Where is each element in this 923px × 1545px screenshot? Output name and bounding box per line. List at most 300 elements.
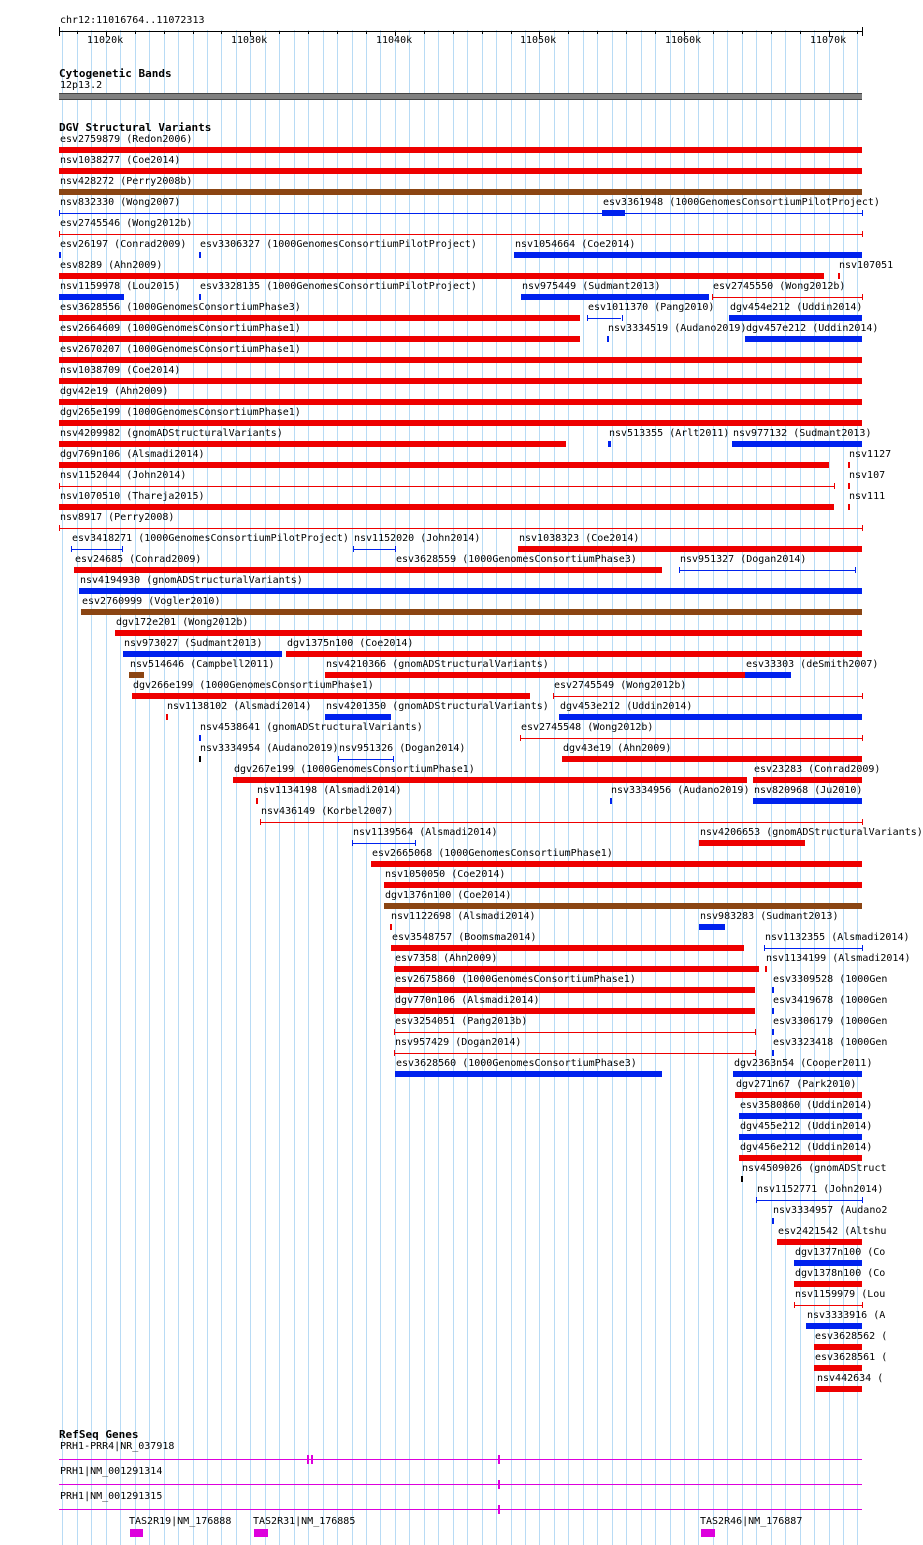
variant-label[interactable]: nsv1122698 (Alsmadi2014) xyxy=(391,911,536,922)
variant-label[interactable]: esv23283 (Conrad2009) xyxy=(754,764,881,775)
variant-bar[interactable] xyxy=(733,1071,862,1077)
variant-bar[interactable] xyxy=(816,1386,862,1392)
variant-label[interactable]: esv8289 (Ahn2009) xyxy=(60,260,163,271)
variant-bar[interactable] xyxy=(735,1092,862,1098)
variant-bar[interactable] xyxy=(325,714,391,720)
variant-span-line[interactable] xyxy=(59,234,862,235)
variant-label[interactable]: nsv1138102 (Alsmadi2014) xyxy=(167,701,312,712)
variant-label[interactable]: nsv3334957 (Audano2 xyxy=(773,1205,888,1216)
variant-bar[interactable] xyxy=(745,336,862,342)
variant-label[interactable]: nsv1134198 (Alsmadi2014) xyxy=(257,785,402,796)
variant-label[interactable]: dgv455e212 (Uddin2014) xyxy=(740,1121,873,1132)
variant-label[interactable]: esv3419678 (1000Gen xyxy=(773,995,888,1006)
variant-label[interactable]: dgv1377n100 (Co xyxy=(795,1247,886,1258)
ruler-minor-tick xyxy=(713,31,714,34)
variant-label[interactable]: esv3361948 (1000GenomesConsortiumPilotProject) xyxy=(603,197,880,208)
variant-tick[interactable] xyxy=(741,1176,743,1182)
ruler-minor-tick xyxy=(221,31,222,34)
variant-endpoint xyxy=(122,546,123,552)
variant-label[interactable]: esv3323418 (1000Gen xyxy=(773,1037,888,1048)
variant-span-line[interactable] xyxy=(59,486,834,487)
variant-label[interactable]: esv2665068 (1000GenomesConsortiumPhase1) xyxy=(372,848,613,859)
variant-endpoint xyxy=(862,1302,863,1308)
variant-bar[interactable] xyxy=(732,441,862,447)
variant-label[interactable]: nsv1038277 (Coe2014) xyxy=(60,155,181,166)
variant-bar[interactable] xyxy=(59,189,862,195)
variant-bar[interactable] xyxy=(286,651,862,657)
variant-label[interactable]: esv2760999 (Vogler2010) xyxy=(82,596,221,607)
variant-bar[interactable] xyxy=(79,588,862,594)
variant-span-line[interactable] xyxy=(520,738,862,739)
variant-bar[interactable] xyxy=(521,294,709,300)
ruler-minor-tick xyxy=(655,31,656,34)
variant-endpoint xyxy=(59,210,60,216)
ruler-tick-label: 11030k xyxy=(231,35,268,46)
variant-label[interactable]: esv3309528 (1000Gen xyxy=(773,974,888,985)
variant-label[interactable]: esv7358 (Ahn2009) xyxy=(395,953,498,964)
transcript-exon[interactable] xyxy=(498,1455,500,1464)
variant-bar[interactable] xyxy=(395,1071,662,1077)
variant-span-line[interactable] xyxy=(394,1053,755,1054)
ruler-minor-tick xyxy=(193,31,194,34)
variant-span-line[interactable] xyxy=(353,549,395,550)
variant-bar[interactable] xyxy=(233,777,747,783)
variant-label[interactable]: nsv513355 (Arlt2011) xyxy=(609,428,730,439)
gridline xyxy=(453,30,454,1545)
gridline xyxy=(424,30,425,1545)
variant-label[interactable]: nsv983283 (Sudmant2013) xyxy=(700,911,839,922)
variant-label[interactable]: esv3628560 (1000GenomesConsortiumPhase3) xyxy=(396,1058,637,1069)
variant-label[interactable]: nsv4209982 (gnomADStructuralVariants) xyxy=(60,428,283,439)
variant-label[interactable]: nsv4509026 (gnomADStruct xyxy=(742,1163,887,1174)
variant-endpoint xyxy=(553,693,554,699)
locus-label: chr12:11016764..11072313 xyxy=(60,15,205,26)
ruler-left-arrow xyxy=(59,27,60,36)
variant-tick[interactable] xyxy=(256,798,258,804)
gene-block[interactable] xyxy=(130,1529,143,1537)
ruler-minor-tick xyxy=(164,31,165,34)
variant-tick[interactable] xyxy=(199,735,201,741)
variant-tick[interactable] xyxy=(848,504,850,510)
variant-bar[interactable] xyxy=(777,1239,862,1245)
cytoband-label: 12p13.2 xyxy=(60,80,103,91)
variant-bar[interactable] xyxy=(81,609,862,615)
ruler-tick-label: 11070k xyxy=(810,35,847,46)
variant-bar[interactable] xyxy=(74,567,395,573)
transcript-intron-line[interactable] xyxy=(59,1459,862,1460)
ruler-tick-label: 11060k xyxy=(665,35,702,46)
variant-bar[interactable] xyxy=(59,441,566,447)
variant-label[interactable]: nsv1038709 (Coe2014) xyxy=(60,365,181,376)
ruler-tick-label: 11020k xyxy=(87,35,124,46)
gene-label[interactable]: TAS2R31|NM_176885 xyxy=(253,1516,356,1527)
variant-bar[interactable] xyxy=(129,672,144,678)
variant-endpoint xyxy=(352,840,353,846)
variant-bar[interactable] xyxy=(562,756,862,762)
transcript-label[interactable]: PRH1-PRR4|NR_037918 xyxy=(60,1441,175,1452)
gridline xyxy=(467,30,468,1545)
variant-label[interactable]: esv3628556 (1000GenomesConsortiumPhase3) xyxy=(60,302,301,313)
variant-bar[interactable] xyxy=(395,567,662,573)
variant-span-line[interactable] xyxy=(756,1200,862,1201)
variant-label[interactable]: esv3418271 (1000GenomesConsortiumPilotProject) xyxy=(72,533,349,544)
variant-label[interactable]: nsv1152771 (John2014) xyxy=(757,1184,884,1195)
ruler-minor-tick xyxy=(857,31,858,34)
variant-label[interactable]: esv26197 (Conrad2009) xyxy=(60,239,187,250)
variant-bar[interactable] xyxy=(514,252,862,258)
variant-bar[interactable] xyxy=(59,399,862,405)
variant-span-line[interactable] xyxy=(764,948,862,949)
variant-tick[interactable] xyxy=(610,798,612,804)
gridline xyxy=(221,30,222,1545)
variant-label[interactable]: nsv1159978 (Lou2015) xyxy=(60,281,181,292)
variant-label[interactable]: nsv973027 (Sudmant2013) xyxy=(124,638,263,649)
variant-bar[interactable] xyxy=(739,1155,862,1161)
variant-endpoint xyxy=(394,1029,395,1035)
variant-label[interactable]: nsv3334519 (Audano2019) xyxy=(608,323,747,334)
variant-span-line[interactable] xyxy=(679,570,855,571)
gridline xyxy=(236,30,237,1545)
variant-label[interactable]: nsv8917 (Perry2008) xyxy=(60,512,175,523)
variant-label[interactable]: nsv436149 (Korbel2007) xyxy=(261,806,394,817)
variant-label[interactable]: esv2745546 (Wong2012b) xyxy=(60,218,193,229)
transcript-exon[interactable] xyxy=(498,1480,500,1489)
variant-bar[interactable] xyxy=(753,777,862,783)
variant-bar[interactable] xyxy=(59,315,580,321)
variant-span-line[interactable] xyxy=(352,843,415,844)
variant-span-line[interactable] xyxy=(553,696,862,697)
variant-bar[interactable] xyxy=(132,693,530,699)
variant-bar[interactable] xyxy=(59,420,862,426)
variant-label[interactable]: nsv1050050 (Coe2014) xyxy=(385,869,506,880)
variant-label[interactable]: nsv107 xyxy=(849,470,886,481)
variant-bar[interactable] xyxy=(559,714,862,720)
variant-tick[interactable] xyxy=(848,483,850,489)
variant-endpoint xyxy=(59,525,60,531)
gridline xyxy=(164,30,165,1545)
variant-label[interactable]: nsv1139564 (Alsmadi2014) xyxy=(353,827,498,838)
variant-label[interactable]: esv3254051 (Pang2013b) xyxy=(395,1016,528,1027)
variant-bar[interactable] xyxy=(794,1260,862,1266)
variant-label[interactable]: esv3548757 (Boomsma2014) xyxy=(392,932,537,943)
variant-bar[interactable] xyxy=(59,294,124,300)
variant-bar[interactable] xyxy=(391,945,744,951)
variant-label[interactable]: nsv4206653 (gnomADStructuralVariants) xyxy=(700,827,923,838)
ruler-tick-label: 11050k xyxy=(520,35,557,46)
variant-label[interactable]: dgv43e19 (Ahn2009) xyxy=(563,743,672,754)
variant-label[interactable]: dgv1376n100 (Coe2014) xyxy=(385,890,512,901)
variant-label[interactable]: nsv832330 (Wong2007) xyxy=(60,197,181,208)
variant-endpoint xyxy=(755,1050,756,1056)
variant-endpoint xyxy=(59,231,60,237)
variant-label[interactable]: nsv4194930 (gnomADStructuralVariants) xyxy=(80,575,303,586)
variant-label[interactable]: nsv975449 (Sudmant2013) xyxy=(522,281,661,292)
variant-endpoint xyxy=(520,735,521,741)
gridline xyxy=(149,30,150,1545)
variant-label[interactable]: esv3580860 (Uddin2014) xyxy=(740,1100,873,1111)
variant-label[interactable]: esv3306327 (1000GenomesConsortiumPilotProject) xyxy=(200,239,477,250)
variant-bar[interactable] xyxy=(806,1323,862,1329)
variant-endpoint xyxy=(59,483,60,489)
variant-endpoint xyxy=(862,1197,863,1203)
variant-label[interactable]: esv2670207 (1000GenomesConsortiumPhase1) xyxy=(60,344,301,355)
variant-bar[interactable] xyxy=(739,1134,862,1140)
variant-bar[interactable] xyxy=(699,924,725,930)
variant-bar[interactable] xyxy=(814,1344,862,1350)
variant-endpoint xyxy=(395,546,396,552)
variant-label[interactable]: nsv3334954 (Audano2019) xyxy=(200,743,339,754)
refseq-track-title: RefSeq Genes xyxy=(59,1428,139,1441)
variant-endpoint xyxy=(834,483,835,489)
variant-bar[interactable] xyxy=(602,210,625,216)
variant-tick[interactable] xyxy=(772,1008,774,1014)
variant-label[interactable]: nsv820968 (Ju2010) xyxy=(754,785,863,796)
variant-label[interactable]: dgv265e199 (1000GenomesConsortiumPhase1) xyxy=(60,407,301,418)
variant-label[interactable]: dgv172e201 (Wong2012b) xyxy=(116,617,249,628)
variant-bar[interactable] xyxy=(794,1281,862,1287)
gene-label[interactable]: TAS2R19|NM_176888 xyxy=(129,1516,232,1527)
transcript-intron-line[interactable] xyxy=(59,1509,862,1510)
variant-label[interactable]: nsv4201350 (gnomADStructuralVariants) xyxy=(326,701,549,712)
transcript-label[interactable]: PRH1|NM_001291314 xyxy=(60,1466,163,1477)
gridline xyxy=(250,30,251,1545)
variant-label[interactable]: nsv1152020 (John2014) xyxy=(354,533,481,544)
variant-span-line[interactable] xyxy=(394,1032,755,1033)
variant-bar[interactable] xyxy=(59,168,862,174)
variant-label[interactable]: dgv454e212 (Uddin2014) xyxy=(730,302,863,313)
variant-bar[interactable] xyxy=(518,546,862,552)
variant-label[interactable]: esv33303 (deSmith2007) xyxy=(746,659,879,670)
variant-label[interactable]: esv2745548 (Wong2012b) xyxy=(521,722,654,733)
cytoband-bar[interactable] xyxy=(59,93,862,100)
variant-label[interactable]: nsv1152044 (John2014) xyxy=(60,470,187,481)
transcript-exon[interactable] xyxy=(498,1505,500,1514)
variant-endpoint xyxy=(756,1197,757,1203)
variant-bar[interactable] xyxy=(699,840,805,846)
variant-label[interactable]: nsv1134199 (Alsmadi2014) xyxy=(766,953,911,964)
variant-bar[interactable] xyxy=(394,987,755,993)
variant-endpoint xyxy=(862,819,863,825)
variant-bar[interactable] xyxy=(59,273,824,279)
variant-label[interactable]: nsv951327 (Dogan2014) xyxy=(680,554,807,565)
variant-label[interactable]: esv2759879 (Redon2006) xyxy=(60,134,193,145)
variant-endpoint xyxy=(260,819,261,825)
variant-bar[interactable] xyxy=(753,798,862,804)
gridline xyxy=(482,30,483,1545)
variant-label[interactable]: nsv111 xyxy=(849,491,886,502)
variant-label[interactable]: nsv4210366 (gnomADStructuralVariants) xyxy=(326,659,549,670)
variant-tick[interactable] xyxy=(59,252,61,258)
variant-label[interactable]: nsv957429 (Dogan2014) xyxy=(395,1037,522,1048)
variant-bar[interactable] xyxy=(371,861,862,867)
variant-label[interactable]: nsv1127 xyxy=(849,449,892,460)
gridline xyxy=(106,30,107,1545)
variant-label[interactable]: dgv457e212 (Uddin2014) xyxy=(746,323,879,334)
variant-label[interactable]: dgv2363n54 (Cooper2011) xyxy=(734,1058,873,1069)
variant-label[interactable]: esv1011370 (Pang2010) xyxy=(588,302,715,313)
variant-bar[interactable] xyxy=(729,315,862,321)
variant-label[interactable]: dgv271n67 (Park2010) xyxy=(736,1079,857,1090)
gridline xyxy=(120,30,121,1545)
variant-bar[interactable] xyxy=(814,1365,862,1371)
variant-tick[interactable] xyxy=(772,1029,774,1035)
variant-span-line[interactable] xyxy=(260,822,862,823)
ruler-minor-tick xyxy=(626,31,627,34)
variant-endpoint xyxy=(622,315,623,321)
variant-endpoint xyxy=(855,567,856,573)
gridline xyxy=(496,30,497,1545)
variant-label[interactable]: dgv769n106 (Alsmadi2014) xyxy=(60,449,205,460)
variant-tick[interactable] xyxy=(390,924,392,930)
variant-bar[interactable] xyxy=(59,336,580,342)
variant-tick[interactable] xyxy=(772,987,774,993)
variant-endpoint xyxy=(587,315,588,321)
ruler-minor-tick xyxy=(771,31,772,34)
variant-span-line[interactable] xyxy=(338,759,393,760)
ruler-tick-label: 11040k xyxy=(376,35,413,46)
variant-tick[interactable] xyxy=(838,273,840,279)
variant-label[interactable]: esv3306179 (1000Gen xyxy=(773,1016,888,1027)
variant-label[interactable]: nsv977132 (Sudmant2013) xyxy=(733,428,872,439)
variant-label[interactable]: esv2745549 (Wong2012b) xyxy=(554,680,687,691)
variant-label[interactable]: dgv1375n100 (Coe2014) xyxy=(287,638,414,649)
variant-label[interactable]: nsv3334956 (Audano2019) xyxy=(611,785,750,796)
variant-label[interactable]: nsv1038323 (Coe2014) xyxy=(519,533,640,544)
variant-label[interactable]: esv2745550 (Wong2012b) xyxy=(713,281,846,292)
variant-bar[interactable] xyxy=(394,1008,755,1014)
variant-bar[interactable] xyxy=(115,630,862,636)
variant-label[interactable]: dgv453e212 (Uddin2014) xyxy=(560,701,693,712)
variant-label[interactable]: nsv951326 (Dogan2014) xyxy=(339,743,466,754)
variant-tick[interactable] xyxy=(848,462,850,468)
variant-label[interactable]: nsv1159979 (Lou xyxy=(795,1289,886,1300)
variant-span-line[interactable] xyxy=(712,297,862,298)
variant-bar[interactable] xyxy=(739,1113,862,1119)
variant-label[interactable]: esv3628559 (1000GenomesConsortiumPhase3) xyxy=(396,554,637,565)
transcript-exon[interactable] xyxy=(311,1455,313,1464)
variant-tick[interactable] xyxy=(166,714,168,720)
gridline xyxy=(207,30,208,1545)
variant-label[interactable]: esv2421542 (Altshu xyxy=(778,1226,887,1237)
variant-tick[interactable] xyxy=(772,1050,774,1056)
transcript-label[interactable]: PRH1|NM_001291315 xyxy=(60,1491,163,1502)
gridline xyxy=(62,30,63,1545)
variant-label[interactable]: esv3628562 ( xyxy=(815,1331,888,1342)
variant-endpoint xyxy=(679,567,680,573)
variant-bar[interactable] xyxy=(394,966,759,972)
variant-label[interactable]: dgv1378n100 (Co xyxy=(795,1268,886,1279)
variant-endpoint xyxy=(862,735,863,741)
variant-label[interactable]: esv3328135 (1000GenomesConsortiumPilotProject) xyxy=(200,281,477,292)
variant-bar[interactable] xyxy=(59,357,862,363)
variant-label[interactable]: nsv3333916 (A xyxy=(807,1310,886,1321)
ruler-right-arrow xyxy=(862,27,863,36)
variant-span-line[interactable] xyxy=(59,528,862,529)
ruler-minor-tick xyxy=(366,31,367,34)
gridline xyxy=(409,30,410,1545)
variant-bar[interactable] xyxy=(59,147,862,153)
variant-label[interactable]: dgv456e212 (Uddin2014) xyxy=(740,1142,873,1153)
variant-tick[interactable] xyxy=(772,1218,774,1224)
variant-label[interactable]: dgv266e199 (1000GenomesConsortiumPhase1) xyxy=(133,680,374,691)
variant-label[interactable]: nsv1054664 (Coe2014) xyxy=(515,239,636,250)
gene-block[interactable] xyxy=(701,1529,715,1537)
variant-label[interactable]: nsv107051 xyxy=(839,260,894,271)
ruler-minor-tick xyxy=(800,31,801,34)
variant-endpoint xyxy=(353,546,354,552)
variant-bar[interactable] xyxy=(123,651,282,657)
ruler-minor-tick xyxy=(482,31,483,34)
gene-block[interactable] xyxy=(254,1529,268,1537)
variant-label[interactable]: dgv770n106 (Alsmadi2014) xyxy=(395,995,540,1006)
variant-endpoint xyxy=(794,1302,795,1308)
variant-bar[interactable] xyxy=(59,378,862,384)
variant-label[interactable]: esv2664609 (1000GenomesConsortiumPhase1) xyxy=(60,323,301,334)
gridline xyxy=(511,30,512,1545)
variant-endpoint xyxy=(338,756,339,762)
variant-label[interactable]: nsv1070510 (Thareja2015) xyxy=(60,491,205,502)
variant-span-line[interactable] xyxy=(794,1305,862,1306)
variant-span-line[interactable] xyxy=(587,318,621,319)
gridline xyxy=(193,30,194,1545)
gene-label[interactable]: TAS2R46|NM_176887 xyxy=(700,1516,803,1527)
variant-endpoint xyxy=(755,1029,756,1035)
variant-label[interactable]: dgv42e19 (Ahn2009) xyxy=(60,386,169,397)
variant-endpoint xyxy=(862,693,863,699)
variant-label[interactable]: nsv4538641 (gnomADStructuralVariants) xyxy=(200,722,423,733)
variant-bar[interactable] xyxy=(384,882,862,888)
variant-label[interactable]: dgv267e199 (1000GenomesConsortiumPhase1) xyxy=(234,764,475,775)
variant-bar[interactable] xyxy=(59,462,829,468)
transcript-intron-line[interactable] xyxy=(59,1484,862,1485)
ruler-minor-tick xyxy=(742,31,743,34)
variant-endpoint xyxy=(415,840,416,846)
variant-bar[interactable] xyxy=(59,504,834,510)
variant-tick[interactable] xyxy=(199,294,201,300)
ruler-minor-tick xyxy=(279,31,280,34)
variant-label[interactable]: nsv442634 ( xyxy=(817,1373,884,1384)
variant-bar[interactable] xyxy=(745,672,791,678)
ruler-minor-tick xyxy=(77,31,78,34)
variant-label[interactable]: esv24685 (Conrad2009) xyxy=(75,554,202,565)
variant-span-line[interactable] xyxy=(71,549,122,550)
variant-label[interactable]: esv3628561 ( xyxy=(815,1352,888,1363)
ruler-minor-tick xyxy=(308,31,309,34)
variant-label[interactable]: nsv1132355 (Alsmadi2014) xyxy=(765,932,910,943)
variant-label[interactable]: nsv514646 (Campbell2011) xyxy=(130,659,275,670)
ruler-minor-tick xyxy=(337,31,338,34)
ruler-minor-tick xyxy=(453,31,454,34)
variant-bar[interactable] xyxy=(384,903,862,909)
variant-endpoint xyxy=(862,294,863,300)
dgv-track-title: DGV Structural Variants xyxy=(59,121,212,134)
gridline xyxy=(77,30,78,1545)
transcript-exon[interactable] xyxy=(307,1455,309,1464)
variant-tick[interactable] xyxy=(607,336,609,342)
variant-tick[interactable] xyxy=(199,756,201,762)
variant-label[interactable]: nsv428272 (Perry2008b) xyxy=(60,176,193,187)
variant-bar[interactable] xyxy=(325,672,745,678)
variant-tick[interactable] xyxy=(199,252,201,258)
variant-endpoint xyxy=(394,1050,395,1056)
variant-label[interactable]: esv2675860 (1000GenomesConsortiumPhase1) xyxy=(395,974,636,985)
variant-bar[interactable] xyxy=(608,441,611,447)
gridline xyxy=(438,30,439,1545)
variant-tick[interactable] xyxy=(765,966,767,972)
variant-span-line[interactable] xyxy=(59,213,862,214)
ruler-minor-tick xyxy=(597,31,598,34)
cytoband-track-title: Cytogenetic Bands xyxy=(59,67,172,80)
